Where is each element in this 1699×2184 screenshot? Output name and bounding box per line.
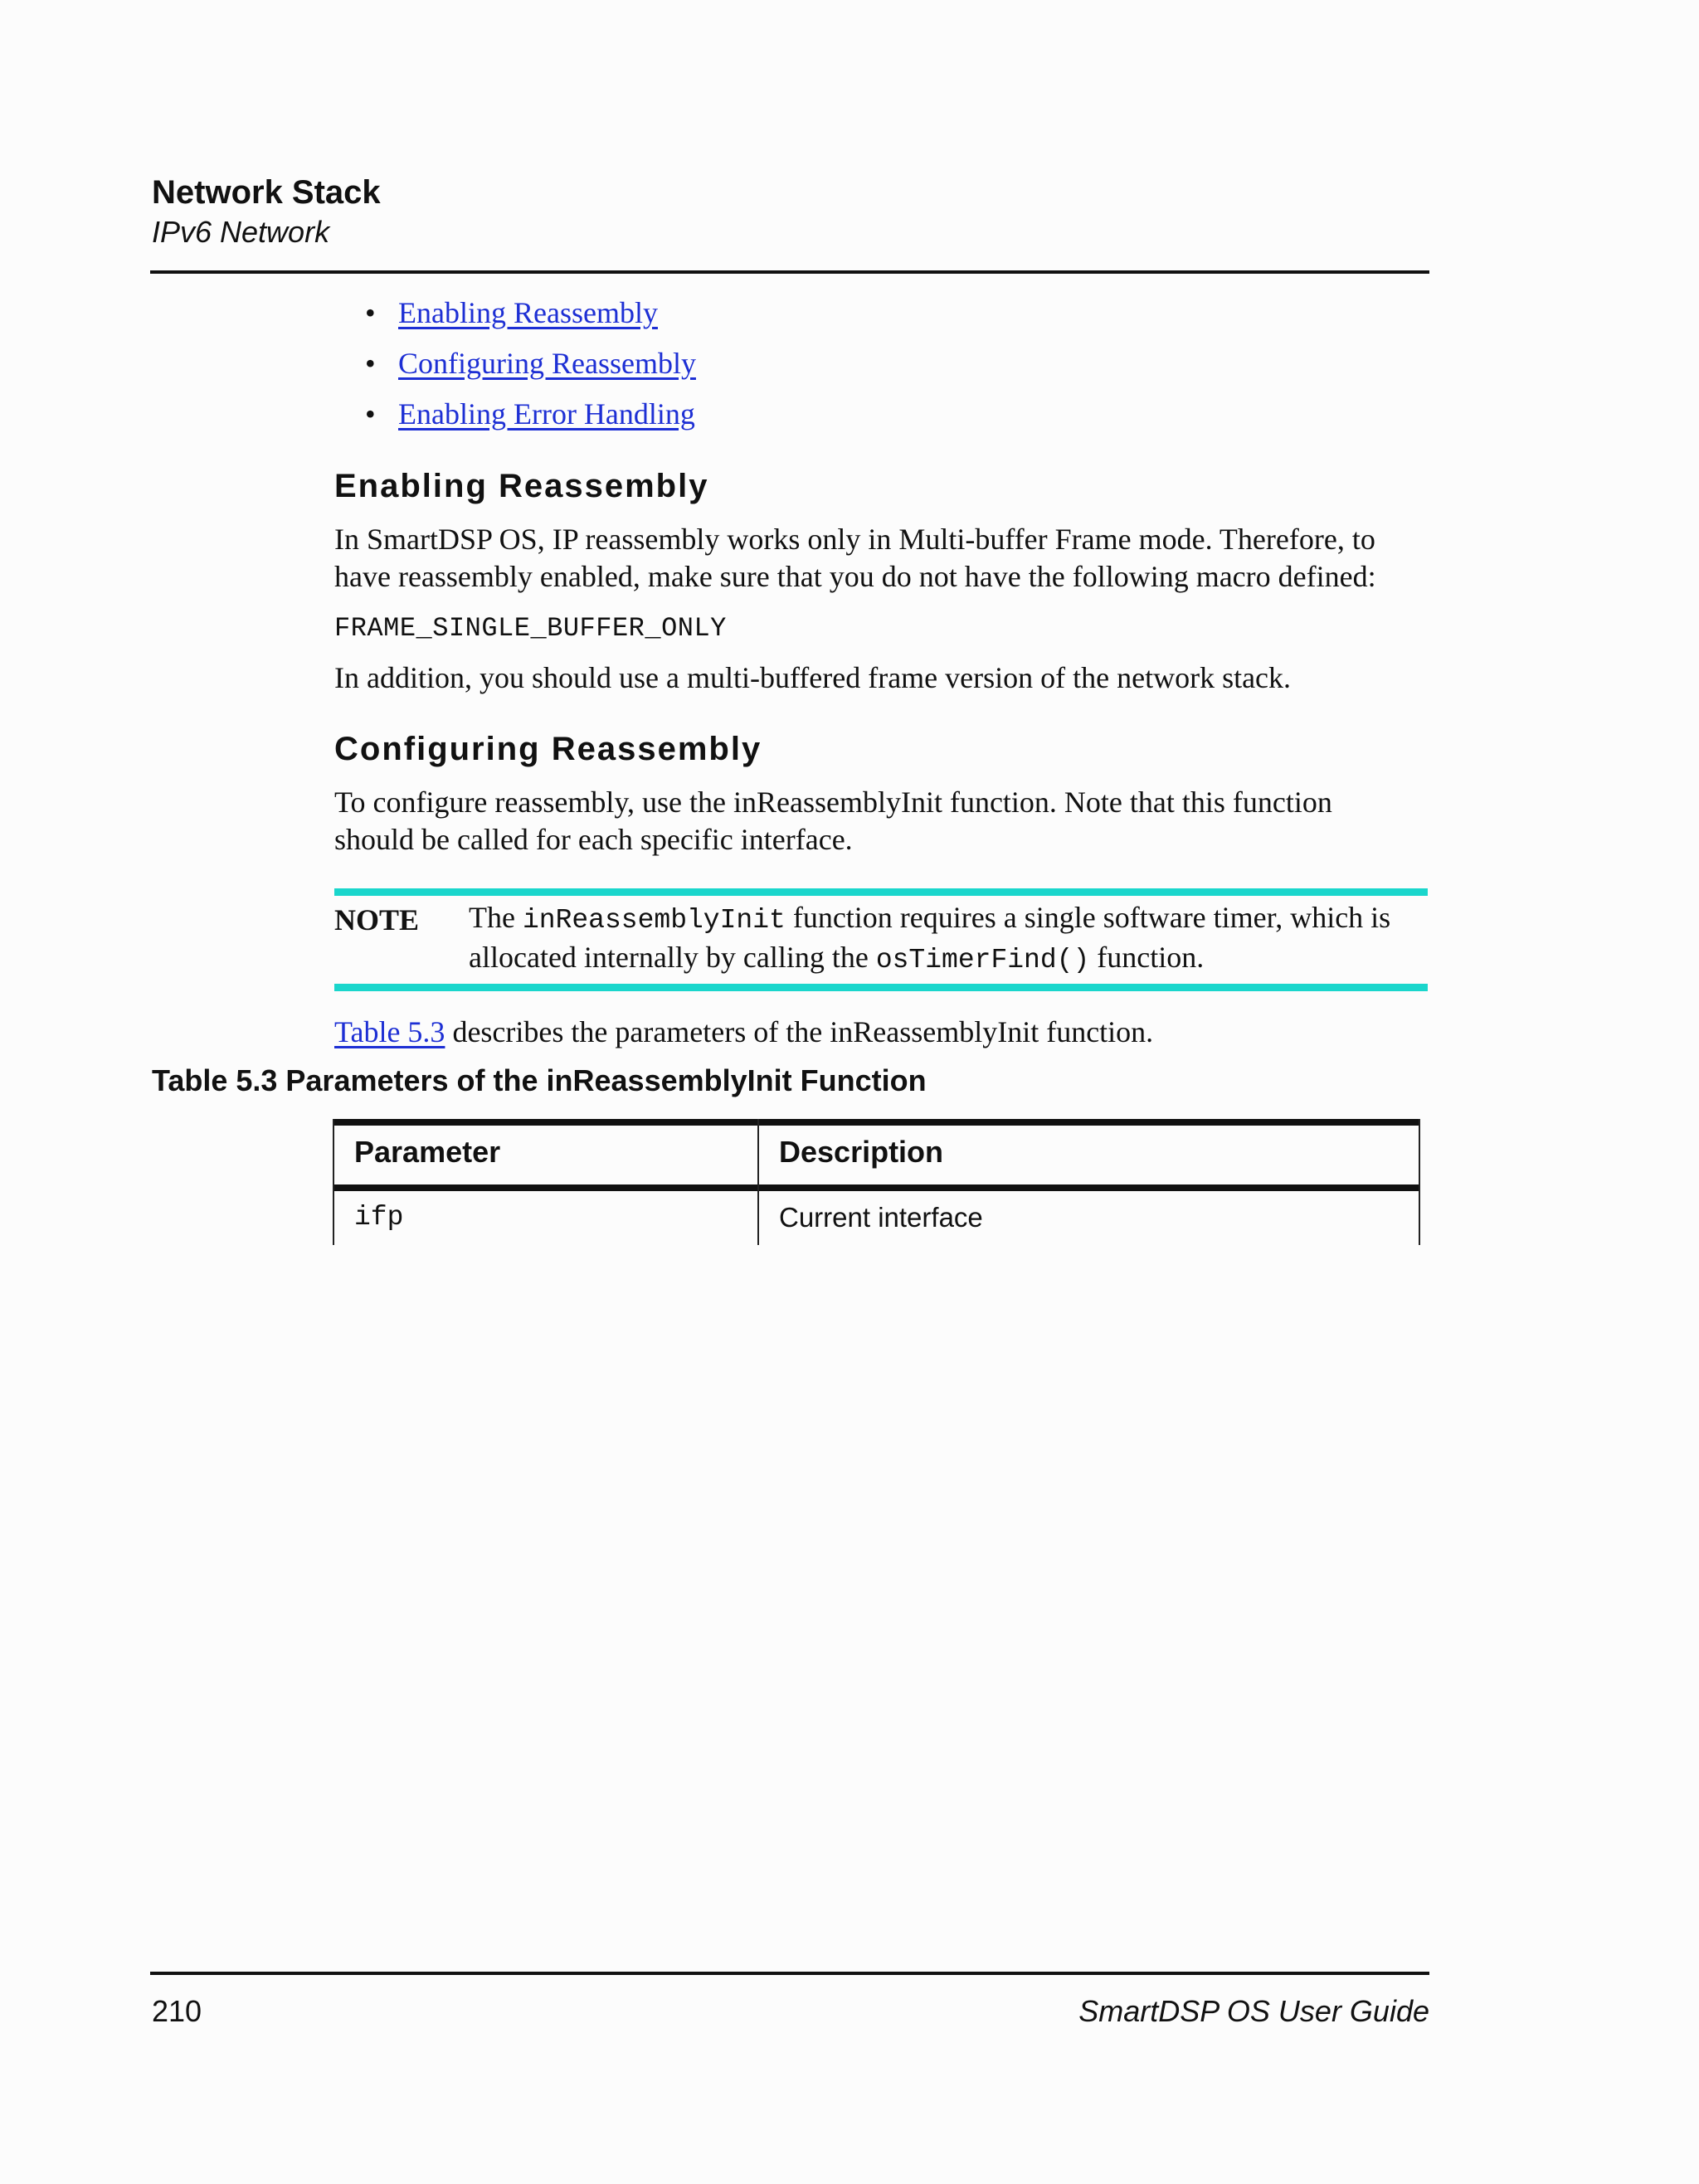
note-code: inReassemblyInit [522, 905, 786, 936]
bullet-icon: • [365, 397, 376, 430]
toc-item-enabling-error-handling [365, 396, 695, 432]
note-body [469, 899, 1431, 979]
table-caption: Table 5.3 Parameters of the inReassemblyInit Function [152, 1063, 927, 1097]
note-text: allocated internally by calling the [469, 941, 876, 974]
table-column-divider [757, 1119, 759, 1245]
note-top-rule [334, 888, 1428, 896]
heading-configuring-reassembly: Configuring Reassembly [334, 731, 762, 767]
toc-item-enabling-reassembly [365, 294, 658, 331]
table-top-rule [333, 1119, 1420, 1126]
note-text: function requires a single software timer, which is [785, 901, 1391, 934]
toc-item-configuring-reassembly [365, 345, 696, 382]
link-enabling-error-handling[interactable]: Enabling Error Handling [398, 397, 695, 430]
table-reference-paragraph [334, 1014, 1429, 1051]
note-bottom-rule [334, 984, 1428, 991]
table-border-left [333, 1119, 334, 1245]
heading-enabling-reassembly: Enabling Reassembly [334, 468, 709, 504]
note-line [469, 939, 1431, 979]
paragraph-line: have reassembly enabled, make sure that you do not have the following macro defined: [334, 560, 1376, 593]
footer-divider [150, 1972, 1429, 1975]
macro-code: FRAME_SINGLE_BUFFER_ONLY [334, 613, 727, 644]
bullet-icon: • [365, 347, 376, 380]
paragraph-line: In SmartDSP OS, IP reassembly works only in Multi-buffer Frame mode. Therefore, to [334, 523, 1375, 556]
table-header-parameter: Parameter [354, 1135, 501, 1169]
section-subtitle: IPv6 Network [152, 215, 330, 249]
table-cell-description: Current interface [779, 1202, 983, 1233]
bullet-icon: • [365, 296, 376, 329]
paragraph: In addition, you should use a multi-buffered frame version of the network stack. [334, 661, 1292, 694]
chapter-title: Network Stack [152, 174, 381, 211]
note-label: NOTE [334, 903, 420, 936]
table-reference-text: describes the parameters of the inReassemblyInit function. [445, 1015, 1154, 1048]
page-number: 210 [152, 1994, 202, 2028]
link-enabling-reassembly[interactable]: Enabling Reassembly [398, 296, 658, 329]
table-cell-parameter: ifp [354, 1202, 404, 1233]
note-code: osTimerFind() [875, 945, 1090, 975]
note-text: The [469, 901, 523, 934]
paragraph-line: To configure reassembly, use the inReassemblyInit function. Note that this function [334, 786, 1332, 819]
link-table-5-3[interactable]: Table 5.3 [334, 1015, 445, 1048]
header-divider [150, 270, 1429, 274]
table-border-right [1419, 1119, 1420, 1245]
table-header-description: Description [779, 1135, 944, 1169]
table-header-rule [333, 1184, 1420, 1191]
guide-title: SmartDSP OS User Guide [1078, 1994, 1429, 2028]
link-configuring-reassembly[interactable]: Configuring Reassembly [398, 347, 696, 380]
note-text: function. [1089, 941, 1205, 974]
note-line [469, 899, 1431, 939]
paragraph-line: should be called for each specific interface. [334, 823, 853, 856]
